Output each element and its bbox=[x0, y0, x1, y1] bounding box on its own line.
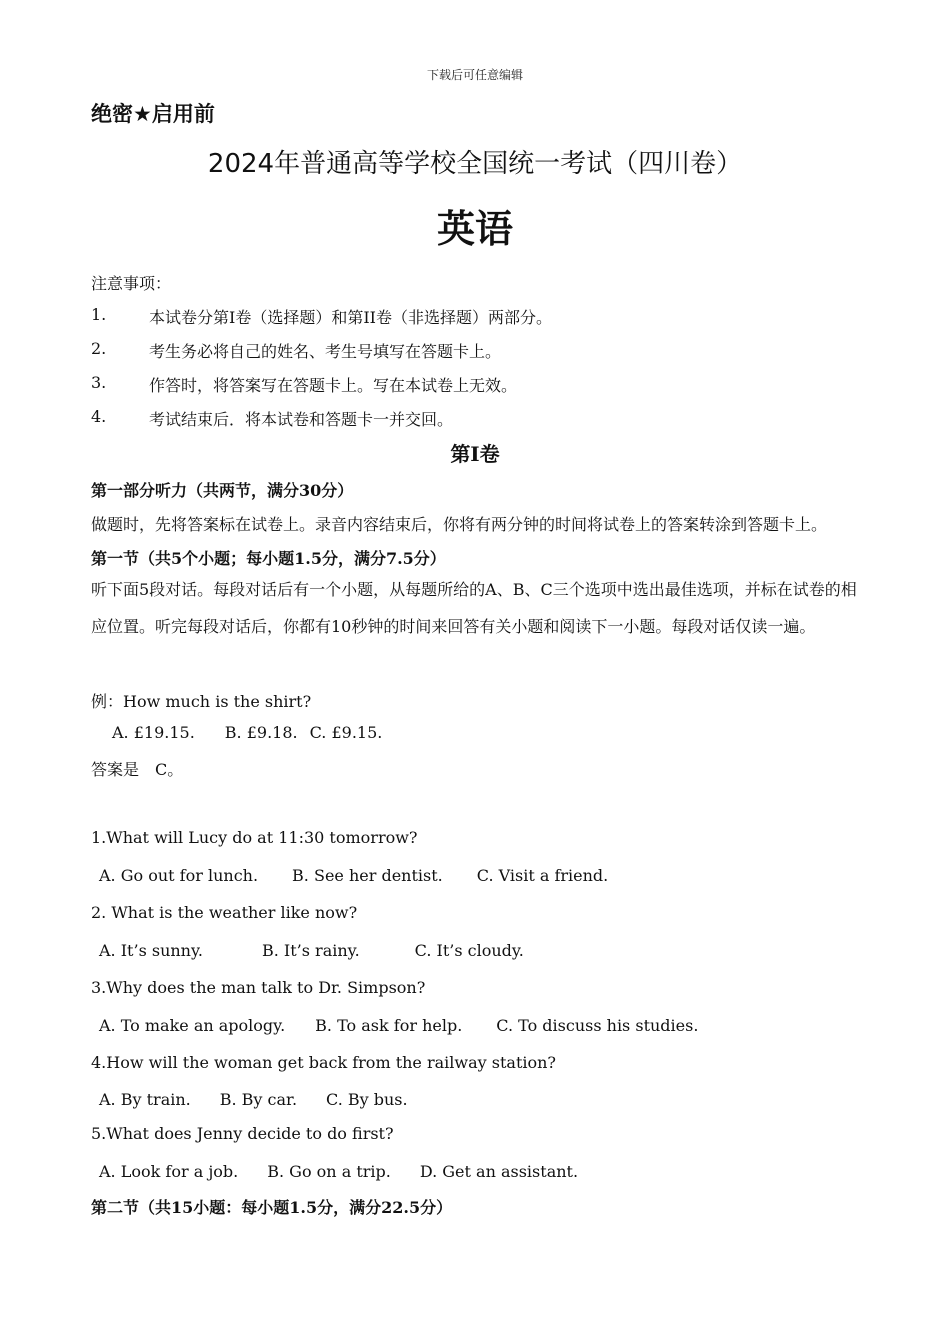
exam-title: 2024年普通高等学校全国统一考试（四川卷） bbox=[207, 149, 743, 179]
question-options bbox=[99, 1090, 408, 1109]
answer-option: C. By bus. bbox=[326, 1090, 408, 1109]
answer-option: C. To discuss his studies. bbox=[496, 1016, 699, 1035]
answer-option: B. Go on a trip. bbox=[267, 1162, 391, 1181]
question-text: 4.How will the woman get back from the railway station? bbox=[91, 1053, 557, 1072]
answer-option: B. By car. bbox=[219, 1090, 298, 1109]
volume-title: 第I卷 bbox=[450, 442, 500, 466]
example-option: B. £9.18. bbox=[224, 723, 298, 742]
answer-option: D. Get an assistant. bbox=[419, 1162, 579, 1181]
notice-item-text: 本试卷分第I卷（选择题）和第II卷（非选择题）两部分。 bbox=[149, 308, 552, 327]
section1-heading: 第一节（共5个小题；每小题1.5分，满分7.5分） bbox=[91, 549, 446, 568]
notice-item-number: 1. bbox=[91, 305, 107, 324]
answer-option: B. To ask for help. bbox=[315, 1016, 463, 1035]
notice-item-text: 作答时，将答案写在答题卡上。写在本试卷上无效。 bbox=[149, 376, 518, 395]
section1-instruction: 听下面5段对话。每段对话后有一个小题，从每题所给的A、B、C三个选项中选出最佳选项，并标在试卷的相应位置。听完每段对话后，你都有10秒钟的时间来回答有关小题和阅读下一小题。每段对话仅读一遍。 bbox=[91, 580, 857, 636]
answer-option: A. Look for a job. bbox=[99, 1162, 239, 1181]
answer-option: C. Visit a friend. bbox=[476, 866, 609, 885]
answer-option: A. By train. bbox=[99, 1090, 191, 1109]
question-text: 5.What does Jenny decide to do first? bbox=[91, 1124, 394, 1143]
answer-option: A. To make an apology. bbox=[99, 1016, 286, 1035]
question-text: 2. What is the weather like now? bbox=[91, 903, 358, 922]
notice-item-text: 考生务必将自己的姓名、考生号填写在答题卡上。 bbox=[149, 342, 502, 361]
example-answer: 答案是 C。 bbox=[91, 760, 184, 779]
part1-heading: 第一部分听力（共两节，满分30分） bbox=[91, 481, 354, 500]
question-options bbox=[99, 866, 608, 885]
secret-label: 绝密★启用前 bbox=[91, 102, 215, 126]
answer-option: B. It’s rainy. bbox=[261, 941, 360, 960]
notice-item-number: 2. bbox=[91, 339, 107, 358]
question-options bbox=[99, 941, 524, 960]
section2-heading: 第二节（共15小题：每小题1.5分，满分22.5分） bbox=[91, 1198, 453, 1217]
example-question: 例：How much is the shirt? bbox=[91, 692, 312, 711]
answer-option: C. It’s cloudy. bbox=[414, 941, 524, 960]
question-options bbox=[99, 1016, 698, 1035]
notice-item-number: 4. bbox=[91, 407, 107, 426]
question-options bbox=[99, 1162, 578, 1181]
question-text: 3.Why does the man talk to Dr. Simpson? bbox=[91, 978, 426, 997]
part1-instruction: 做题时，先将答案标在试卷上。录音内容结束后，你将有两分钟的时间将试卷上的答案转涂到答题卡上。 bbox=[91, 515, 828, 534]
answer-option: B. See her dentist. bbox=[292, 866, 443, 885]
notice-item-number: 3. bbox=[91, 373, 107, 392]
download-note: 下载后可任意编辑 bbox=[426, 68, 523, 82]
question-text: 1.What will Lucy do at 11:30 tomorrow? bbox=[91, 828, 418, 847]
example-options bbox=[112, 723, 382, 742]
subject-title: 英语 bbox=[436, 207, 513, 251]
example-option: C. £9.15. bbox=[309, 723, 383, 742]
notice-heading: 注意事项： bbox=[91, 274, 172, 293]
answer-option: A. It’s sunny. bbox=[99, 941, 203, 960]
answer-option: A. Go out for lunch. bbox=[99, 866, 259, 885]
notice-item-text: 考试结束后．将本试卷和答题卡一并交回。 bbox=[149, 410, 454, 429]
example-option: A. £19.15. bbox=[112, 723, 195, 742]
